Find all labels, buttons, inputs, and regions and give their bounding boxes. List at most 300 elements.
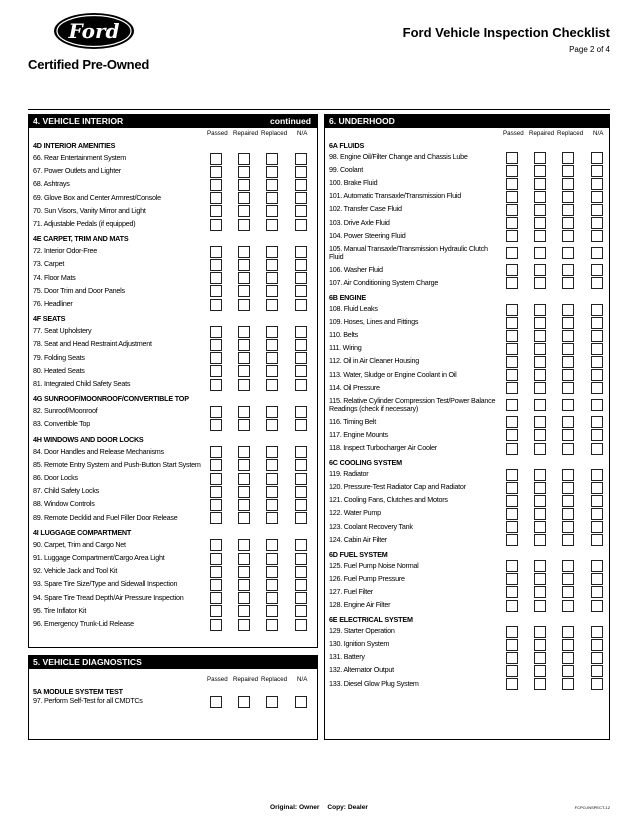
checkbox-repaired[interactable] [534,343,546,355]
checklist-item: 120. Pressure-Test Radiator Cap and Radiator [329,482,466,492]
checkbox-n-a[interactable] [591,482,603,494]
checkbox-replaced[interactable] [562,277,574,289]
checkbox-repaired[interactable] [238,272,250,284]
checkbox-replaced[interactable] [266,592,278,604]
checkbox-repaired[interactable] [534,534,546,546]
checkbox-passed[interactable] [210,473,222,485]
checkbox-repaired[interactable] [238,539,250,551]
checkbox-n-a[interactable] [591,469,603,481]
checkbox-passed[interactable] [506,191,518,203]
checkbox-replaced[interactable] [266,619,278,631]
checkbox-passed[interactable] [506,652,518,664]
checkbox-repaired[interactable] [534,416,546,428]
checkbox-passed[interactable] [506,178,518,190]
checkbox-replaced[interactable] [266,406,278,418]
checkbox-n-a[interactable] [591,343,603,355]
checkbox-repaired[interactable] [534,443,546,455]
checkbox-n-a[interactable] [295,326,307,338]
checkbox-n-a[interactable] [295,179,307,191]
checkbox-passed[interactable] [210,619,222,631]
checkbox-n-a[interactable] [591,534,603,546]
checkbox-passed[interactable] [210,446,222,458]
checkbox-repaired[interactable] [534,178,546,190]
checkbox-replaced[interactable] [562,626,574,638]
checkbox-repaired[interactable] [534,247,546,259]
checkbox-passed[interactable] [210,246,222,258]
checkbox-repaired[interactable] [238,553,250,565]
checklist-item: 131. Battery [329,652,365,662]
checkbox-replaced[interactable] [266,153,278,165]
checkbox-n-a[interactable] [591,586,603,598]
checkbox-n-a[interactable] [591,264,603,276]
checkbox-passed[interactable] [506,521,518,533]
checkbox-repaired[interactable] [238,406,250,418]
checkbox-passed[interactable] [210,605,222,617]
section-header [29,115,317,128]
checklist-item: 100. Brake Fluid [329,178,378,188]
checkbox-replaced[interactable] [266,566,278,578]
checkbox-passed[interactable] [210,299,222,311]
checkbox-passed[interactable] [506,534,518,546]
checkbox-replaced[interactable] [562,469,574,481]
checkbox-replaced[interactable] [266,246,278,258]
checkbox-passed[interactable] [506,482,518,494]
checkbox-repaired[interactable] [534,652,546,664]
checklist-item: 73. Carpet [33,259,65,269]
checkbox-replaced[interactable] [266,379,278,391]
checklist-item: 88. Window Controls [33,499,95,509]
checkbox-passed[interactable] [210,379,222,391]
checkbox-replaced[interactable] [266,499,278,511]
checkbox-n-a[interactable] [591,330,603,342]
checkbox-passed[interactable] [506,369,518,381]
checkbox-n-a[interactable] [295,339,307,351]
checkbox-n-a[interactable] [295,473,307,485]
checkbox-repaired[interactable] [534,152,546,164]
checkbox-replaced[interactable] [266,696,278,708]
column-header-repaired: Repaired [529,130,555,137]
checkbox-repaired[interactable] [534,508,546,520]
checkbox-repaired[interactable] [534,560,546,572]
checkbox-repaired[interactable] [238,592,250,604]
checkbox-replaced[interactable] [266,219,278,231]
checkbox-replaced[interactable] [562,429,574,441]
checkbox-repaired[interactable] [534,204,546,216]
checkbox-repaired[interactable] [534,521,546,533]
checklist-item: 114. Oil Pressure [329,382,380,392]
checkbox-repaired[interactable] [238,566,250,578]
checkbox-n-a[interactable] [295,446,307,458]
checkbox-repaired[interactable] [534,165,546,177]
checkbox-n-a[interactable] [295,406,307,418]
checklist-item: 116. Timing Belt [329,416,377,426]
checkbox-replaced[interactable] [266,205,278,217]
checkbox-n-a[interactable] [295,299,307,311]
checkbox-replaced[interactable] [266,512,278,524]
checkbox-replaced[interactable] [266,419,278,431]
checkbox-n-a[interactable] [295,352,307,364]
checkbox-replaced[interactable] [562,204,574,216]
checklist-item: 108. Fluid Leaks [329,304,378,313]
checkbox-passed[interactable] [210,179,222,191]
checkbox-passed[interactable] [506,304,518,316]
checkbox-passed[interactable] [210,339,222,351]
checkbox-passed[interactable] [210,326,222,338]
checkbox-replaced[interactable] [562,382,574,394]
checklist-item: 109. Hoses, Lines and Fittings [329,317,419,327]
checkbox-n-a[interactable] [591,165,603,177]
checkbox-n-a[interactable] [591,230,603,242]
checkbox-replaced[interactable] [266,326,278,338]
checkbox-replaced[interactable] [562,247,574,259]
checkbox-replaced[interactable] [562,665,574,677]
checkbox-passed[interactable] [506,560,518,572]
checkbox-replaced[interactable] [562,152,574,164]
checkbox-passed[interactable] [210,419,222,431]
checkbox-passed[interactable] [506,204,518,216]
checkbox-repaired[interactable] [238,579,250,591]
checkbox-replaced[interactable] [266,285,278,297]
checkbox-replaced[interactable] [562,586,574,598]
checkbox-passed[interactable] [506,429,518,441]
checkbox-passed[interactable] [506,152,518,164]
checkbox-n-a[interactable] [295,553,307,565]
checkbox-repaired[interactable] [238,696,250,708]
checkbox-repaired[interactable] [238,379,250,391]
checkbox-passed[interactable] [506,230,518,242]
checkbox-n-a[interactable] [295,539,307,551]
column-header-passed: Passed [503,130,524,137]
checkbox-repaired[interactable] [238,166,250,178]
checklist-item: 98. Engine Oil/Filter Change and Chassis Lube [329,152,468,161]
checkbox-passed[interactable] [506,382,518,394]
checkbox-repaired[interactable] [238,499,250,511]
checkbox-n-a[interactable] [591,665,603,677]
checklist-item: 119. Radiator [329,469,369,479]
checkbox-replaced[interactable] [562,534,574,546]
checkbox-repaired[interactable] [238,205,250,217]
checkbox-passed[interactable] [506,343,518,355]
checkbox-replaced[interactable] [562,356,574,368]
checkbox-n-a[interactable] [295,285,307,297]
checkbox-repaired[interactable] [238,299,250,311]
checkbox-passed[interactable] [506,573,518,585]
checkbox-passed[interactable] [506,508,518,520]
checkbox-repaired[interactable] [238,352,250,364]
checkbox-n-a[interactable] [295,259,307,271]
checkbox-repaired[interactable] [238,446,250,458]
checklist-item: 130. Ignition System [329,639,390,649]
checkbox-passed[interactable] [506,217,518,229]
checkbox-replaced[interactable] [266,299,278,311]
checkbox-replaced[interactable] [266,473,278,485]
checkbox-replaced[interactable] [562,369,574,381]
checkbox-replaced[interactable] [266,579,278,591]
checkbox-n-a[interactable] [295,246,307,258]
checkbox-n-a[interactable] [591,399,603,411]
checkbox-n-a[interactable] [591,416,603,428]
checkbox-passed[interactable] [506,399,518,411]
checklist-item: 111. Wiring [329,343,362,353]
checkbox-passed[interactable] [506,469,518,481]
checkbox-repaired[interactable] [534,191,546,203]
checkbox-n-a[interactable] [295,605,307,617]
checkbox-replaced[interactable] [562,443,574,455]
checkbox-repaired[interactable] [238,419,250,431]
checkbox-repaired[interactable] [534,469,546,481]
checkbox-n-a[interactable] [295,365,307,377]
checkbox-repaired[interactable] [534,304,546,316]
checkbox-passed[interactable] [506,277,518,289]
checkbox-passed[interactable] [506,665,518,677]
checkbox-n-a[interactable] [295,205,307,217]
checkbox-repaired[interactable] [238,246,250,258]
checklist-item: 125. Fuel Pump Noise Normal [329,560,419,570]
checkbox-passed[interactable] [506,317,518,329]
checkbox-replaced[interactable] [562,230,574,242]
checkbox-replaced[interactable] [562,560,574,572]
checkbox-passed[interactable] [506,165,518,177]
checkbox-passed[interactable] [506,264,518,276]
checkbox-n-a[interactable] [295,192,307,204]
checkbox-n-a[interactable] [591,508,603,520]
checkbox-passed[interactable] [210,566,222,578]
checkbox-repaired[interactable] [238,153,250,165]
checkbox-replaced[interactable] [562,652,574,664]
checkbox-repaired[interactable] [534,573,546,585]
checkbox-repaired[interactable] [238,473,250,485]
checkbox-repaired[interactable] [534,317,546,329]
checkbox-passed[interactable] [210,512,222,524]
checkbox-n-a[interactable] [591,304,603,316]
checkbox-replaced[interactable] [562,521,574,533]
checkbox-repaired[interactable] [534,429,546,441]
checkbox-passed[interactable] [506,443,518,455]
checkbox-n-a[interactable] [295,219,307,231]
checkbox-passed[interactable] [210,166,222,178]
checkbox-repaired[interactable] [238,192,250,204]
checkbox-passed[interactable] [506,678,518,690]
checkbox-passed[interactable] [210,153,222,165]
checklist-item: 127. Fuel Filter [329,586,373,596]
checkbox-n-a[interactable] [591,573,603,585]
checkbox-n-a[interactable] [591,356,603,368]
checkbox-passed[interactable] [506,356,518,368]
checkbox-repaired[interactable] [534,639,546,651]
checkbox-repaired[interactable] [238,365,250,377]
checkbox-passed[interactable] [210,486,222,498]
checkbox-repaired[interactable] [534,626,546,638]
checkbox-passed[interactable] [210,592,222,604]
checkbox-replaced[interactable] [266,365,278,377]
checkbox-passed[interactable] [210,499,222,511]
checkbox-replaced[interactable] [562,330,574,342]
checkbox-repaired[interactable] [534,356,546,368]
checklist-item: 103. Drive Axle Fluid [329,217,390,227]
column-header-passed: Passed [207,676,228,683]
checkbox-passed[interactable] [210,205,222,217]
checkbox-repaired[interactable] [534,217,546,229]
checkbox-passed[interactable] [210,406,222,418]
checkbox-passed[interactable] [210,259,222,271]
checkbox-replaced[interactable] [266,192,278,204]
checkbox-replaced[interactable] [562,495,574,507]
checkbox-passed[interactable] [210,696,222,708]
checkbox-replaced[interactable] [562,399,574,411]
checkbox-repaired[interactable] [534,382,546,394]
checkbox-n-a[interactable] [591,247,603,259]
checkbox-n-a[interactable] [295,459,307,471]
checkbox-repaired[interactable] [238,512,250,524]
checkbox-passed[interactable] [506,495,518,507]
checkbox-n-a[interactable] [591,652,603,664]
page-number: Page 2 of 4 [569,45,610,54]
checkbox-replaced[interactable] [266,605,278,617]
checkbox-n-a[interactable] [295,272,307,284]
checkbox-repaired[interactable] [238,619,250,631]
checkbox-replaced[interactable] [562,600,574,612]
checkbox-repaired[interactable] [238,339,250,351]
checklist-item: 128. Engine Air Filter [329,600,391,609]
checkbox-n-a[interactable] [591,369,603,381]
checkbox-passed[interactable] [210,539,222,551]
checkbox-passed[interactable] [210,272,222,284]
checkbox-repaired[interactable] [534,495,546,507]
checkbox-n-a[interactable] [591,191,603,203]
checkbox-passed[interactable] [210,352,222,364]
checkbox-n-a[interactable] [295,579,307,591]
checkbox-repaired[interactable] [238,259,250,271]
checkbox-passed[interactable] [210,579,222,591]
checkbox-replaced[interactable] [562,317,574,329]
checkbox-replaced[interactable] [562,343,574,355]
checkbox-repaired[interactable] [238,219,250,231]
checkbox-repaired[interactable] [534,277,546,289]
checkbox-n-a[interactable] [591,495,603,507]
checkbox-replaced[interactable] [562,416,574,428]
checkbox-passed[interactable] [506,247,518,259]
checkbox-n-a[interactable] [295,592,307,604]
checkbox-passed[interactable] [210,553,222,565]
checkbox-repaired[interactable] [534,600,546,612]
checkbox-n-a[interactable] [591,204,603,216]
checkbox-n-a[interactable] [591,429,603,441]
checkbox-passed[interactable] [210,192,222,204]
checkbox-n-a[interactable] [295,166,307,178]
checkbox-replaced[interactable] [562,573,574,585]
checkbox-passed[interactable] [210,365,222,377]
checkbox-repaired[interactable] [238,605,250,617]
checkbox-replaced[interactable] [562,178,574,190]
checkbox-repaired[interactable] [534,330,546,342]
checkbox-n-a[interactable] [591,217,603,229]
checkbox-passed[interactable] [210,219,222,231]
section-header [325,115,609,128]
checkbox-n-a[interactable] [295,696,307,708]
checkbox-passed[interactable] [506,639,518,651]
checkbox-repaired[interactable] [534,665,546,677]
checkbox-n-a[interactable] [591,382,603,394]
checkbox-replaced[interactable] [562,264,574,276]
checkbox-passed[interactable] [506,330,518,342]
checkbox-replaced[interactable] [266,339,278,351]
checklist-item: 126. Fuel Pump Pressure [329,573,405,583]
checkbox-n-a[interactable] [591,443,603,455]
checkbox-repaired[interactable] [238,326,250,338]
checkbox-n-a[interactable] [591,277,603,289]
checkbox-n-a[interactable] [295,512,307,524]
checkbox-replaced[interactable] [266,539,278,551]
checkbox-replaced[interactable] [562,165,574,177]
checkbox-replaced[interactable] [266,272,278,284]
checkbox-repaired[interactable] [238,459,250,471]
checkbox-replaced[interactable] [562,304,574,316]
checkbox-repaired[interactable] [534,586,546,598]
checkbox-replaced[interactable] [266,166,278,178]
checkbox-passed[interactable] [506,600,518,612]
footer-copy: Copy: Dealer [327,804,368,811]
checkbox-repaired[interactable] [534,369,546,381]
checkbox-replaced[interactable] [266,259,278,271]
checkbox-repaired[interactable] [534,264,546,276]
brand-line: Certified Pre-Owned [28,57,150,72]
checkbox-passed[interactable] [506,626,518,638]
checkbox-passed[interactable] [506,586,518,598]
checkbox-n-a[interactable] [591,521,603,533]
checkbox-n-a[interactable] [295,619,307,631]
checkbox-n-a[interactable] [591,626,603,638]
checkbox-replaced[interactable] [266,179,278,191]
checkbox-n-a[interactable] [591,560,603,572]
checkbox-n-a[interactable] [591,317,603,329]
checkbox-n-a[interactable] [591,178,603,190]
checkbox-n-a[interactable] [295,566,307,578]
checkbox-repaired[interactable] [238,486,250,498]
checkbox-n-a[interactable] [295,379,307,391]
checkbox-n-a[interactable] [591,152,603,164]
checkbox-repaired[interactable] [534,678,546,690]
checkbox-replaced[interactable] [562,191,574,203]
checkbox-n-a[interactable] [295,153,307,165]
checkbox-passed[interactable] [506,416,518,428]
checkbox-replaced[interactable] [266,459,278,471]
checkbox-repaired[interactable] [534,230,546,242]
checkbox-replaced[interactable] [562,217,574,229]
checkbox-passed[interactable] [210,285,222,297]
checkbox-repaired[interactable] [534,482,546,494]
checklist-item: 122. Water Pump [329,508,381,518]
checkbox-n-a[interactable] [591,639,603,651]
checkbox-repaired[interactable] [534,399,546,411]
checkbox-repaired[interactable] [238,285,250,297]
checkbox-replaced[interactable] [266,446,278,458]
checkbox-n-a[interactable] [295,419,307,431]
checkbox-n-a[interactable] [591,678,603,690]
checkbox-passed[interactable] [210,459,222,471]
checkbox-n-a[interactable] [295,499,307,511]
checkbox-replaced[interactable] [562,639,574,651]
checkbox-replaced[interactable] [562,482,574,494]
checkbox-replaced[interactable] [266,486,278,498]
checkbox-replaced[interactable] [266,352,278,364]
checkbox-replaced[interactable] [266,553,278,565]
checkbox-repaired[interactable] [238,179,250,191]
checkbox-replaced[interactable] [562,678,574,690]
form-code: FCPO-INSPECT-12 [574,805,610,810]
checkbox-replaced[interactable] [562,508,574,520]
checkbox-n-a[interactable] [295,486,307,498]
checkbox-n-a[interactable] [591,600,603,612]
